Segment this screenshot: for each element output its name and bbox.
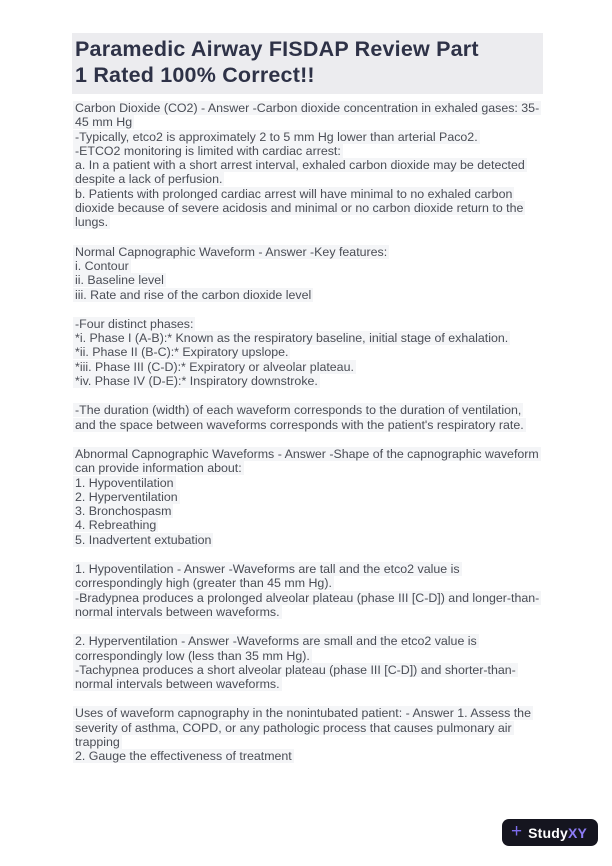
text-line: 2. Hyperventilation xyxy=(75,489,178,504)
text-line: can provide information about: xyxy=(75,461,242,476)
text-line: 1. Hypoventilation xyxy=(75,475,174,490)
text-line: Normal Capnographic Waveform - Answer -Key features: xyxy=(75,244,388,259)
text-line: -Tachypnea produces a short alveolar plateau (phase III [C-D]) and shorter-than- xyxy=(75,662,516,677)
paragraph-carbon-dioxide xyxy=(75,101,575,230)
text-line: 4. Rebreathing xyxy=(75,518,157,533)
text-line: b. Patients with prolonged cardiac arrest will have minimal to no exhaled carbon xyxy=(75,186,513,201)
text-line: normal intervals between waveforms. xyxy=(75,604,280,619)
text-line: 5. Inadvertent extubation xyxy=(75,532,212,547)
text-line: 1. Hypoventilation - Answer -Waveforms are tall and the etco2 value is xyxy=(75,562,460,577)
paragraph-hypoventilation xyxy=(75,562,575,619)
studyxy-logo[interactable] xyxy=(502,819,598,846)
text-line: severity of asthma, COPD, or any pathologic process that causes pulmonary air xyxy=(75,720,512,735)
logo-text-study: Study xyxy=(528,824,568,841)
text-line: *i. Phase I (A-B):* Known as the respiratory baseline, initial stage of exhalation. xyxy=(75,331,509,346)
text-line: 2. Gauge the effectiveness of treatment xyxy=(75,749,292,764)
text-line: -ETCO2 monitoring is limited with cardiac arrest: xyxy=(75,143,341,158)
text-line: ii. Baseline level xyxy=(75,273,164,288)
text-line: -Bradypnea produces a prolonged alveolar plateau (phase III [C-D]) and longer-than- xyxy=(75,590,540,605)
text-line: 1 Rated 100% Correct!! xyxy=(75,62,315,87)
text-line: -The duration (width) of each waveform corresponds to the duration of ventilation, xyxy=(75,403,522,418)
text-line: correspondingly low (less than 35 mm Hg). xyxy=(75,648,310,663)
document-body xyxy=(75,101,575,779)
logo-text-xy: XY xyxy=(568,824,588,841)
text-line: 3. Bronchospasm xyxy=(75,504,172,519)
text-line: dioxide because of severe acidosis and minimal or no carbon dioxide return to the xyxy=(75,201,524,216)
text-line: iii. Rate and rise of the carbon dioxide level xyxy=(75,287,312,302)
paragraph-waveform-duration xyxy=(75,403,575,432)
paragraph-four-phases xyxy=(75,317,575,388)
plus-icon: + xyxy=(511,821,523,842)
text-line: Uses of waveform capnography in the nonintubated patient: - Answer 1. Assess the xyxy=(75,706,531,721)
text-line: 45 mm Hg xyxy=(75,115,133,130)
paragraph-abnormal-waveforms xyxy=(75,447,575,547)
text-line: a. In a patient with a short arrest interval, exhaled carbon dioxide may be detected xyxy=(75,158,525,173)
paragraph-hyperventilation xyxy=(75,634,575,691)
text-line: lungs. xyxy=(75,215,109,230)
text-line: correspondingly high (greater than 45 mm Hg). xyxy=(75,576,332,591)
text-line: Carbon Dioxide (CO2) - Answer -Carbon dioxide concentration in exhaled gases: 35- xyxy=(75,101,540,115)
text-line: *ii. Phase II (B-C):* Expiratory upslope. xyxy=(75,345,289,360)
text-line: trapping xyxy=(75,734,120,749)
paragraph-normal-waveform xyxy=(75,245,575,302)
text-line: normal intervals between waveforms. xyxy=(75,677,280,692)
text-line: despite a lack of perfusion. xyxy=(75,172,223,187)
text-line: -Four distinct phases: xyxy=(75,316,194,331)
text-line: and the space between waveforms corresponds with the patient's respiratory rate. xyxy=(75,417,524,432)
text-line: -Typically, etco2 is approximately 2 to 5 mm Hg lower than arterial Paco2. xyxy=(75,129,478,144)
text-line: *iii. Phase III (C-D):* Expiratory or alveolar plateau. xyxy=(75,359,354,374)
text-line: i. Contour xyxy=(75,258,129,273)
text-line: *iv. Phase IV (D-E):* Inspiratory downstroke. xyxy=(75,374,318,389)
paragraph-waveform-capnography xyxy=(75,706,575,763)
text-line: Abnormal Capnographic Waveforms - Answer -Shape of the capnographic waveform xyxy=(75,446,539,461)
text-line: 2. Hyperventilation - Answer -Waveforms are small and the etco2 value is xyxy=(75,634,477,649)
page-title xyxy=(72,33,543,94)
text-line: Paramedic Airway FISDAP Review Part xyxy=(75,37,479,61)
